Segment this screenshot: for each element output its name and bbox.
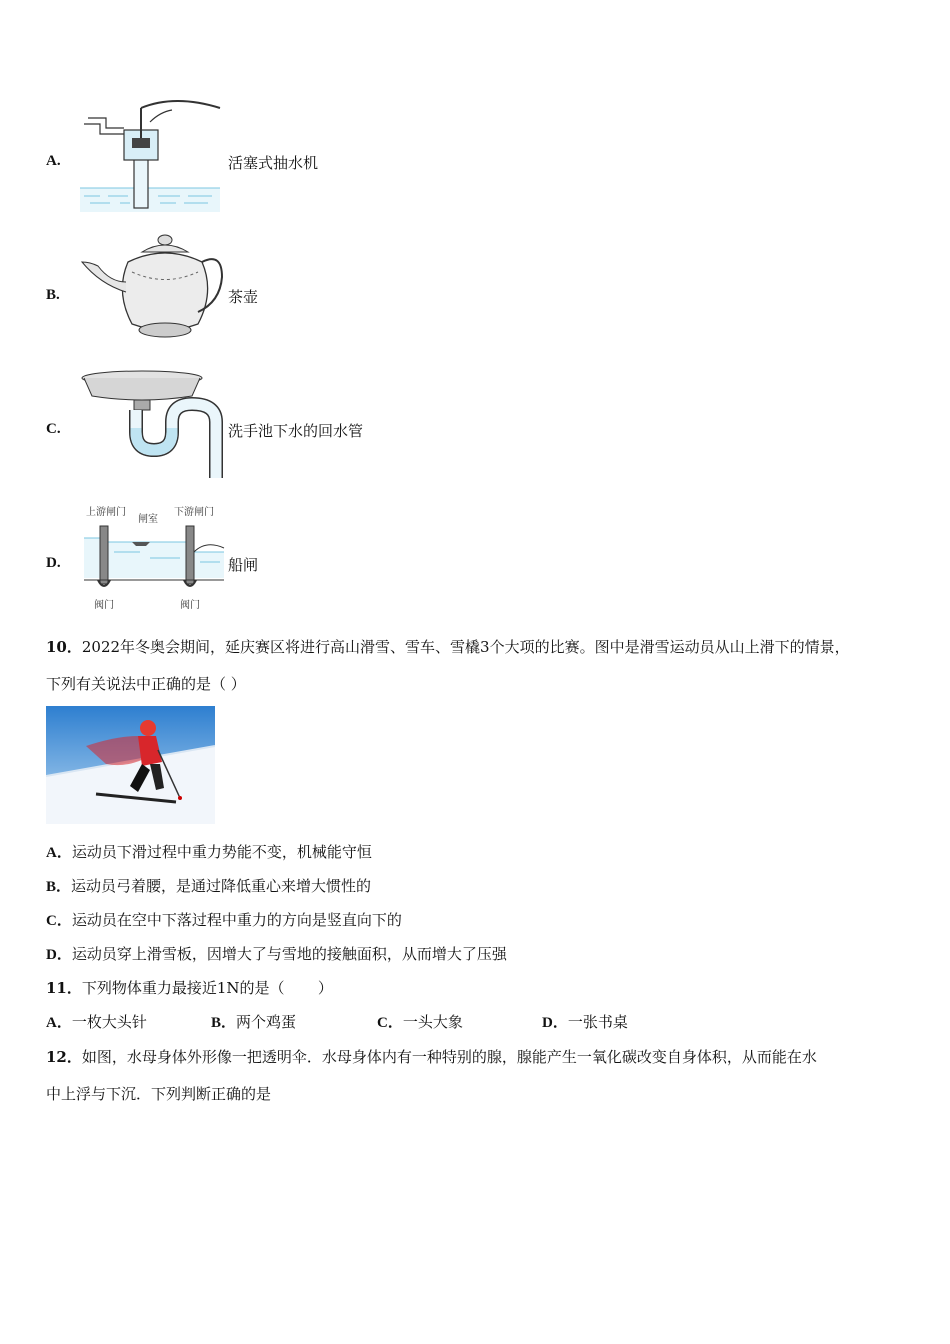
q11-option-b[interactable] bbox=[211, 1015, 296, 1031]
q11-option-c[interactable] bbox=[377, 1015, 463, 1031]
q10-option-a[interactable] bbox=[46, 845, 372, 861]
q12-stem-line1 bbox=[46, 1050, 817, 1065]
option-b-letter: B. bbox=[46, 287, 60, 303]
q10-stem-line2: 下列有关说法中正确的是（ ） bbox=[46, 675, 246, 693]
q10-stem-line1 bbox=[46, 640, 850, 655]
q10-option-d-text: 运动员穿上滑雪板，因增大了与雪地的接触面积，从而增大了压强 bbox=[71, 945, 507, 963]
q10-option-b[interactable] bbox=[46, 879, 371, 895]
q11-option-b-letter: B． bbox=[211, 1015, 237, 1031]
q10-stem-text: 2022年冬奥会期间，延庆赛区将进行高山滑雪、雪车、雪橇3个大项的比赛。图中是滑雪运动员从山上滑下的情景， bbox=[81, 638, 850, 656]
q12-stem-line2: 中上浮与下沉．下列判断正确的是 bbox=[46, 1085, 272, 1103]
q12-number: 12． bbox=[46, 1048, 82, 1066]
q11-option-a-letter: A． bbox=[46, 1015, 72, 1031]
q12-stem-text: 如图，水母身体外形像一把透明伞．水母身体内有一种特别的腺，腺能产生一氧化碳改变自身体积，从而能在水 bbox=[81, 1048, 817, 1066]
ship-lock-icon bbox=[80, 500, 225, 615]
q10-option-c-text: 运动员在空中下落过程中重力的方向是竖直向下的 bbox=[71, 911, 402, 929]
q11-option-a[interactable] bbox=[46, 1015, 147, 1031]
q10-option-d[interactable] bbox=[46, 947, 507, 963]
q10-option-c[interactable] bbox=[46, 913, 402, 929]
sink-trap-icon bbox=[80, 370, 225, 480]
q11-option-d-letter: D． bbox=[542, 1015, 568, 1031]
upstream-gate-label: 上游闸门 bbox=[86, 507, 126, 518]
option-c-letter: C. bbox=[46, 421, 61, 437]
skier-photo bbox=[46, 706, 215, 824]
q10-option-b-letter: B． bbox=[46, 879, 72, 895]
downstream-gate-label: 下游闸门 bbox=[174, 507, 214, 518]
option-a-caption: 活塞式抽水机 bbox=[228, 154, 319, 172]
q11-option-a-text: 一枚大头针 bbox=[71, 1013, 147, 1031]
q10-option-a-letter: A． bbox=[46, 845, 72, 861]
q11-stem bbox=[46, 981, 333, 996]
q10-option-a-text: 运动员下滑过程中重力势能不变，机械能守恒 bbox=[71, 843, 372, 861]
option-a-letter: A. bbox=[46, 153, 61, 169]
q10-option-c-letter: C． bbox=[46, 913, 72, 929]
piston-pump-icon bbox=[80, 100, 225, 212]
teapot-icon bbox=[80, 232, 225, 346]
option-b-caption: 茶壶 bbox=[228, 288, 259, 306]
q11-option-b-text: 两个鸡蛋 bbox=[236, 1013, 297, 1031]
valve-left-label: 阀门 bbox=[94, 600, 114, 611]
q11-stem-text: 下列物体重力最接近1N的是（ ） bbox=[81, 979, 333, 997]
chamber-label: 闸室 bbox=[138, 514, 158, 525]
q10-number: 10． bbox=[46, 638, 82, 656]
q10-option-b-text: 运动员弓着腰，是通过降低重心来增大惯性的 bbox=[71, 877, 372, 895]
option-d-letter: D. bbox=[46, 555, 61, 571]
q10-option-d-letter: D． bbox=[46, 947, 72, 963]
q11-option-c-letter: C． bbox=[377, 1015, 403, 1031]
option-c-caption: 洗手池下水的回水管 bbox=[228, 422, 364, 440]
q11-option-c-text: 一头大象 bbox=[402, 1013, 463, 1031]
valve-right-label: 阀门 bbox=[180, 600, 200, 611]
q11-number: 11． bbox=[46, 979, 82, 997]
q11-option-d-text: 一张书桌 bbox=[567, 1013, 628, 1031]
q11-option-d[interactable] bbox=[542, 1015, 628, 1031]
option-d-caption: 船闸 bbox=[228, 556, 259, 574]
